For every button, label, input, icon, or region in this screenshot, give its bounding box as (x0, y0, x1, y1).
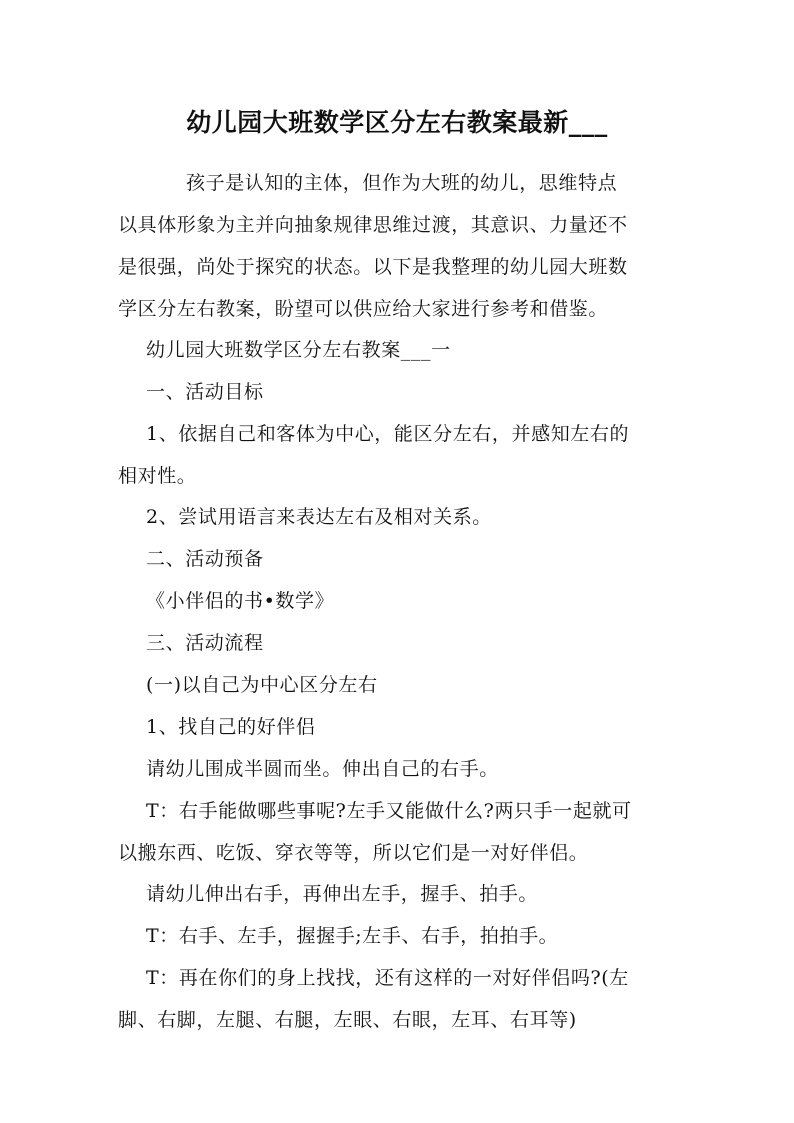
section-heading (118, 371, 678, 413)
intro-paragraph (118, 162, 678, 330)
paragraph-line: 学区分左右教案，盼望可以供应给大家进行参考和借鉴。 (118, 298, 609, 320)
paragraph-line: 幼儿园大班数学区分左右教案___一 (146, 339, 451, 361)
section-heading (118, 538, 678, 580)
paragraph-line: 请幼儿伸出右手，再伸出左手，握手、拍手。 (146, 883, 539, 905)
paragraph-line: 1、依据自己和客体为中心，能区分左右，并感知左右的 (146, 423, 630, 445)
paragraph-line: 以搬东西、吃饭、穿衣等等，所以它们是一对好伴侣。 (118, 842, 589, 864)
body-paragraph (118, 413, 678, 497)
body-paragraph (118, 580, 678, 622)
dialogue-paragraph (118, 790, 678, 874)
subsection-heading (118, 664, 678, 706)
paragraph-line: 脚、右脚，左腿、右腿，左眼、右眼，左耳、右耳等) (118, 1009, 577, 1031)
body-paragraph (118, 873, 678, 915)
paragraph-line: 1、找自己的好伴侣 (146, 716, 316, 738)
paragraph-line: 孩子是认知的主体，但作为大班的幼儿，思维特点 (186, 172, 618, 194)
dialogue-paragraph (118, 957, 678, 1041)
section-heading (118, 329, 678, 371)
body-paragraph (118, 706, 678, 748)
document-title: 幼儿园大班数学区分左右教案最新___ (186, 108, 608, 137)
paragraph-line: T：再在你们的身上找找，还有这样的一对好伴侣吗?(左 (146, 967, 629, 989)
body-paragraph (118, 748, 678, 790)
paragraph-line: (一)以自己为中心区分左右 (146, 674, 378, 696)
paragraph-line: 一、活动目标 (146, 381, 264, 403)
paragraph-line: 三、活动流程 (146, 632, 264, 654)
paragraph-line: T：右手能做哪些事呢?左手又能做什么?两只手一起就可 (146, 800, 632, 822)
section-heading (118, 622, 678, 664)
paragraph-line: 是很强，尚处于探究的状态。以下是我整理的幼儿园大班数 (118, 256, 628, 278)
body-paragraph (118, 496, 678, 538)
paragraph-line: 《小伴侣的书•数学》 (146, 590, 335, 612)
paragraph-line: 相对性。 (118, 465, 197, 487)
paragraph-line: 2、尝试用语言来表达左右及相对关系。 (146, 506, 492, 528)
paragraph-line: T：右手、左手，握握手;左手、右手，拍拍手。 (146, 925, 559, 947)
paragraph-line: 请幼儿围成半圆而坐。伸出自己的右手。 (146, 758, 499, 780)
dialogue-paragraph (118, 915, 678, 957)
paragraph-line: 以具体形象为主并向抽象规律思维过渡，其意识、力量还不 (118, 214, 628, 236)
paragraph-line: 二、活动预备 (146, 548, 264, 570)
